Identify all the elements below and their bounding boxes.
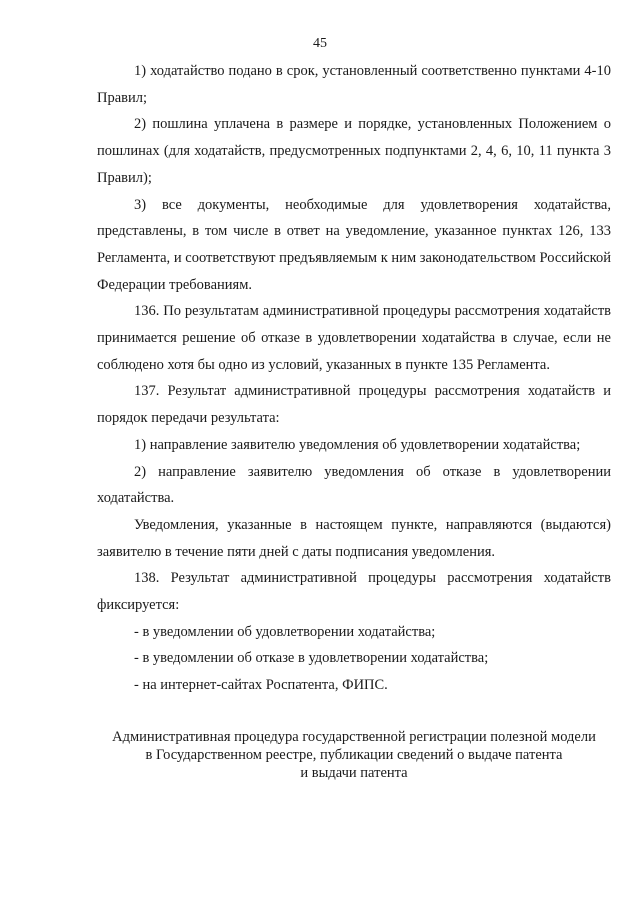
list-item: - на интернет-сайтах Роспатента, ФИПС.: [134, 677, 388, 694]
paragraph: 2) пошлина уплачена в размере и порядке, установленных Положением о пошлинах (для ходатайств, предусмотренных подпунктами 2, 4, 6, 10, 11 пункта 3 Правил);: [97, 116, 611, 186]
section-heading-line: в Государственном реестре, публикации сведений о выдаче патента: [145, 747, 563, 763]
section-heading-line: и выдачи патента: [300, 765, 408, 781]
section-heading-line: Административная процедура государственной регистрации полезной модели: [112, 729, 596, 745]
paragraph: 1) ходатайство подано в срок, установленный соответственно пунктами 4-10 Правил;: [97, 63, 611, 106]
paragraph: 1) направление заявителю уведомления об удовлетворении ходатайства;: [134, 436, 581, 453]
paragraph: 136. По результатам административной процедуры рассмотрения ходатайств принимается решение об отказе в удовлетворении ходатайства в случае, если не соблюдено хотя бы одно из условий, указанных в пункте 135 Регламента.: [97, 303, 611, 373]
paragraph: 138. Результат административной процедуры рассмотрения ходатайств фиксируется:: [97, 570, 611, 614]
paragraph: 137. Результат административной процедуры рассмотрения ходатайств и порядок передачи результата:: [97, 383, 611, 427]
paragraph: 2) направление заявителю уведомления об отказе в удовлетворении ходатайства.: [97, 463, 611, 507]
document-body: [97, 58, 611, 699]
list-item: - в уведомлении об отказе в удовлетворении ходатайства;: [134, 650, 489, 667]
list-item: - в уведомлении об удовлетворении ходатайства;: [134, 623, 436, 640]
paragraph: Уведомления, указанные в настоящем пункте, направляются (выдаются) заявителю в течение пяти дней с даты подписания уведомления.: [97, 516, 611, 560]
paragraph: 3) все документы, необходимые для удовлетворения ходатайства, представлены, в том числе в ответ на уведомление, указанное пунктах 126, 133 Регламента, и соответствуют предъявляемым к ним законодательством Российской Федерации требованиям.: [97, 196, 611, 293]
page-number: 45: [313, 36, 327, 51]
section-heading: [97, 728, 611, 782]
